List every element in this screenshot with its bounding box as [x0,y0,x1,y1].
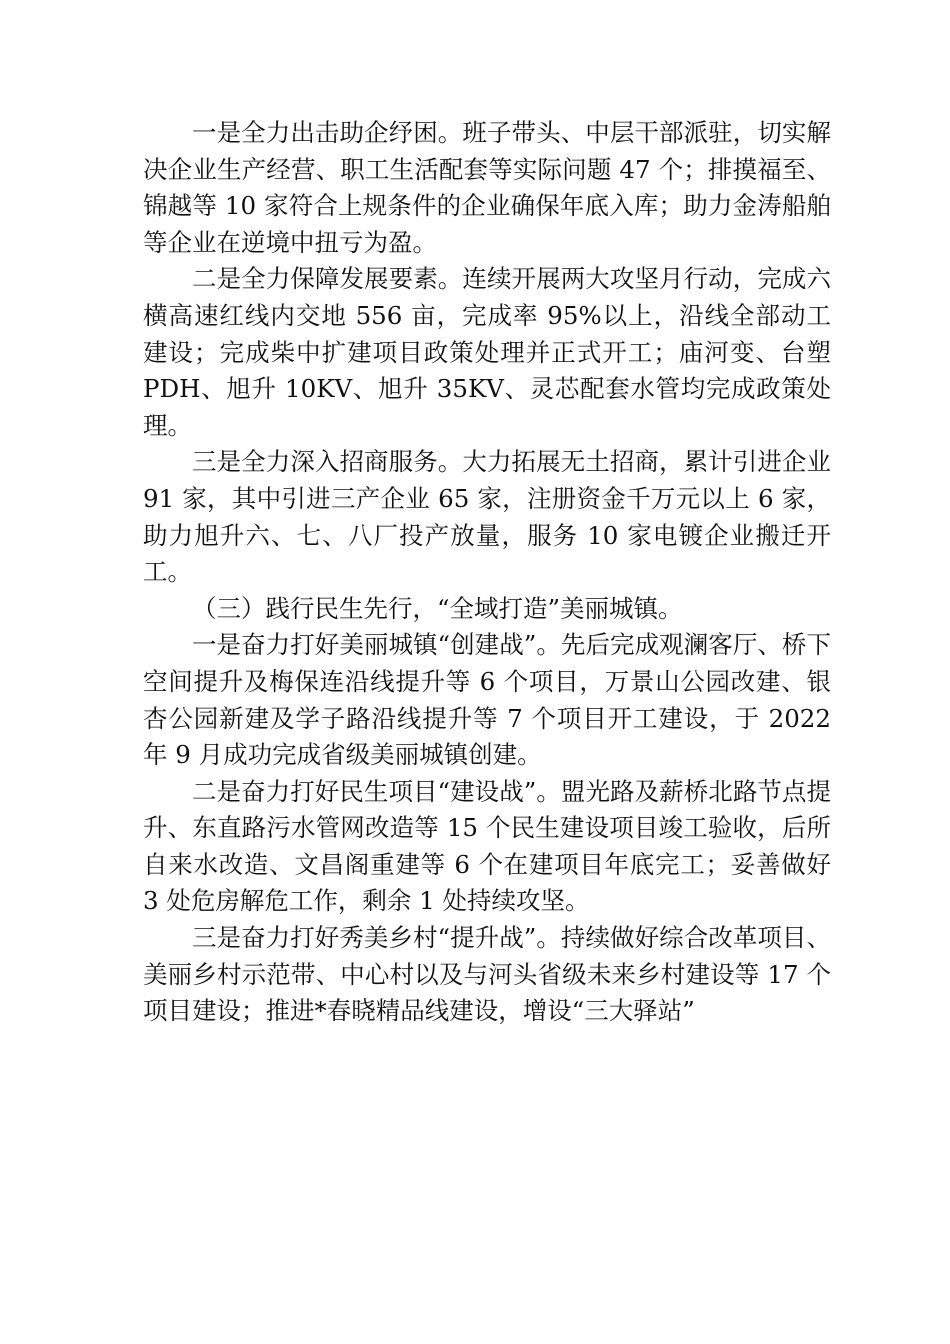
paragraph-beautiful-town: 一是奋力打好美丽城镇“创建战”。先后完成观澜客厅、桥下空间提升及梅保连沿线提升等 6 个项目，万景山公园改建、银杏公园新建及学子路沿线提升等 7 个项目开工建设，于 2022 年 9 月成功完成省级美丽城镇创建。 [143,630,831,770]
paragraph-development-factors: 二是全力保障发展要素。连续开展两大攻坚月行动，完成六横高速红线内交地 556 亩，完成率 95%以上，沿线全部动工建设；完成柴中扩建项目政策处理并正式开工；庙河变、台塑 PDH、旭升 10KV、旭升 35KV、灵芯配套水管均完成政策处理。 [143,264,831,440]
paragraph-assist-enterprises: 一是全力出击助企纾困。班子带头、中层干部派驻，切实解决企业生产经营、职工生活配套等实际问题 47 个；排摸福至、锦越等 10 家符合上规条件的企业确保年底入库；助力金涛船舶等企业在逆境中扭亏为盈。 [143,118,831,257]
document-page [143,115,831,1030]
paragraph-investment-services: 三是全力深入招商服务。大力拓展无土招商，累计引进企业 91 家，其中引进三产企业 65 家，注册资金千万元以上 6 家，助力旭升六、七、八厂投产放量，服务 10 家电镀企业搬迁开工。 [143,447,832,587]
paragraph-livelihood-projects: 二是奋力打好民生项目“建设战”。盟光路及薪桥北路节点提升、东直路污水管网改造等 15 个民生建设项目竣工验收，后所自来水改造、文昌阁重建等 6 个在建项目年底完工；妥善做好 3 处危房解危工作，剩余 1 处持续攻坚。 [143,776,831,916]
paragraph-rural-improvement: 三是奋力打好秀美乡村“提升战”。持续做好综合改革项目、美丽乡村示范带、中心村以及与河头省级未来乡村建设等 17 个项目建设；推进*春晓精品线建设，增设“三大驿站” [143,923,831,1026]
section-heading-livelihood: （三）践行民生先行，“全域打造”美丽城镇。 [192,593,683,623]
